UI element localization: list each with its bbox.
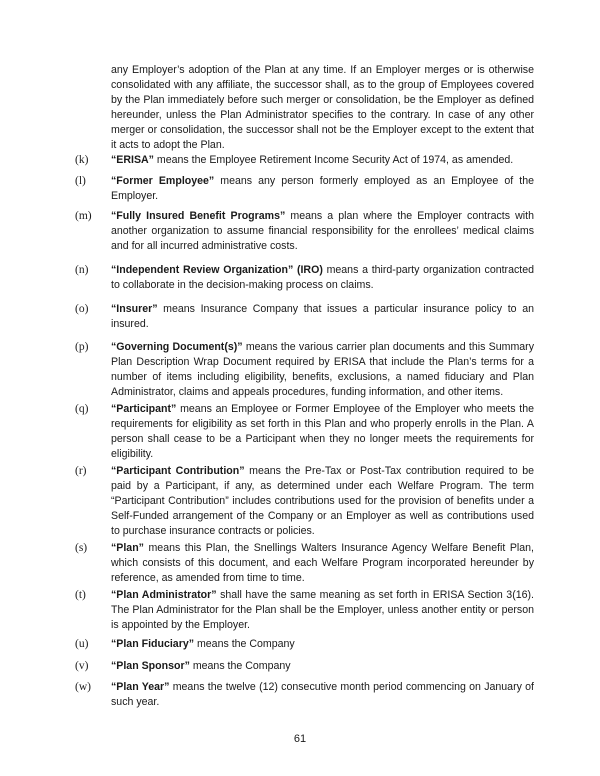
definition-body: means the Pre-Tax or Post-Tax contribution required to be paid by a Participant, if any, as determined under each Welfare Program. The term “Participant Contribution” includes contributions used for the provision of benefits under a Self-Funded arrangement of the Company or an Employer as well as contributions used to purchase insurance contracts or policies. — [111, 465, 535, 538]
definition-text — [111, 174, 534, 204]
definition-term: “Former Employee” — [111, 175, 215, 187]
definition-term: “Participant” — [111, 403, 177, 415]
definition-body: means a third-party organization contracted to collaborate in the decision-making process on claims. — [111, 264, 534, 292]
definition-text — [111, 637, 534, 652]
definition-body: means a plan where the Employer contracts with another organization to assume financial responsibility for the enrollees’ medical claims and for all incurred administrative costs. — [111, 210, 534, 253]
definition-body: shall have the same meaning as set forth in ERISA Section 3(16). The Plan Administrator for the Plan shall be the Employer, unless another entity or person is appointed by the Employer. — [111, 589, 534, 632]
definition-text — [111, 340, 534, 400]
definition-body: means this Plan, the Snellings Walters Insurance Agency Welfare Benefit Plan, which consists of this document, and each Welfare Program incorporated hereunder by reference, as amended from time to time. — [111, 542, 534, 585]
definition-text — [111, 302, 534, 332]
definition-label: (l) — [75, 175, 86, 187]
definition-term: “Plan Administrator” — [111, 589, 217, 601]
definition-text — [111, 209, 534, 254]
definition-term: “Fully Insured Benefit Programs” — [111, 210, 286, 222]
definition-label: (k) — [75, 154, 89, 166]
definition-label: (o) — [75, 303, 89, 315]
definition-text — [111, 402, 534, 462]
definition-body: means the Employee Retirement Income Security Act of 1974, as amended. — [153, 154, 514, 166]
definition-term: “Plan Year” — [111, 681, 170, 693]
intro-paragraph: any Employer’s adoption of the Plan at any time. If an Employer merges or is otherwise consolidated with any affiliate, the successor shall, as to the group of Employees covered by the Plan immediately before such merger or consolidation, be the Employer as defined hereunder, unless the Plan Administrator specifies to the contrary. In case of any other merger or consolidation, the successor shall not be the Employer except to the extent that it acts to adopt the Plan. — [111, 64, 534, 152]
definition-label: (v) — [75, 660, 89, 672]
definition-term: “ERISA” — [111, 154, 154, 166]
definition-body: means the Company — [194, 638, 295, 650]
definition-body: means the Company — [189, 660, 291, 672]
definition-term: “Governing Document(s)” — [111, 341, 243, 353]
definition-text — [111, 659, 534, 674]
page-number: 61 — [293, 733, 307, 745]
definition-body: means Insurance Company that issues a particular insurance policy to an insured. — [111, 303, 534, 331]
definition-body: means an Employee or Former Employee of the Employer who meets the requirements for eligibility as set forth in this Plan and who properly enrolls in the Plan. A person shall cease to be a Participant when they no longer meets the requirements for eligibility. — [111, 403, 534, 461]
definition-text — [111, 541, 534, 586]
definition-label: (q) — [75, 403, 89, 415]
definition-label: (m) — [75, 210, 92, 222]
definition-label: (s) — [75, 542, 88, 554]
definition-label: (p) — [75, 341, 89, 353]
definition-term: “Independent Review Organization” (IRO) — [111, 264, 323, 276]
definition-term: “Insurer” — [111, 303, 158, 315]
definition-body: means the twelve (12) consecutive month period commencing on January of such year. — [111, 681, 534, 709]
definition-term: “Plan” — [111, 542, 144, 554]
definition-text — [111, 588, 534, 633]
definition-text — [111, 263, 534, 293]
definition-term: “Plan Fiduciary” — [111, 638, 195, 650]
definition-label: (n) — [75, 264, 89, 276]
definition-text — [111, 153, 534, 168]
definition-text — [111, 464, 534, 539]
definition-body: means any person formerly employed as an Employee of the Employer. — [111, 175, 534, 203]
definition-label: (r) — [75, 465, 87, 477]
definition-body: means the various carrier plan documents and this Summary Plan Description Wrap Document required by ERISA that include the Plan’s terms for a number of items including eligibility, benefits, exclusions, a named fiduciary and Plan Administrator, claims and appeals procedures, funding information, and other items. — [111, 341, 534, 399]
definition-term: “Plan Sponsor” — [111, 660, 190, 672]
definition-term: “Participant Contribution” — [111, 465, 245, 477]
definition-text — [111, 680, 534, 710]
definition-label: (u) — [75, 638, 89, 650]
definition-label: (w) — [75, 681, 91, 693]
definition-label: (t) — [75, 589, 86, 601]
